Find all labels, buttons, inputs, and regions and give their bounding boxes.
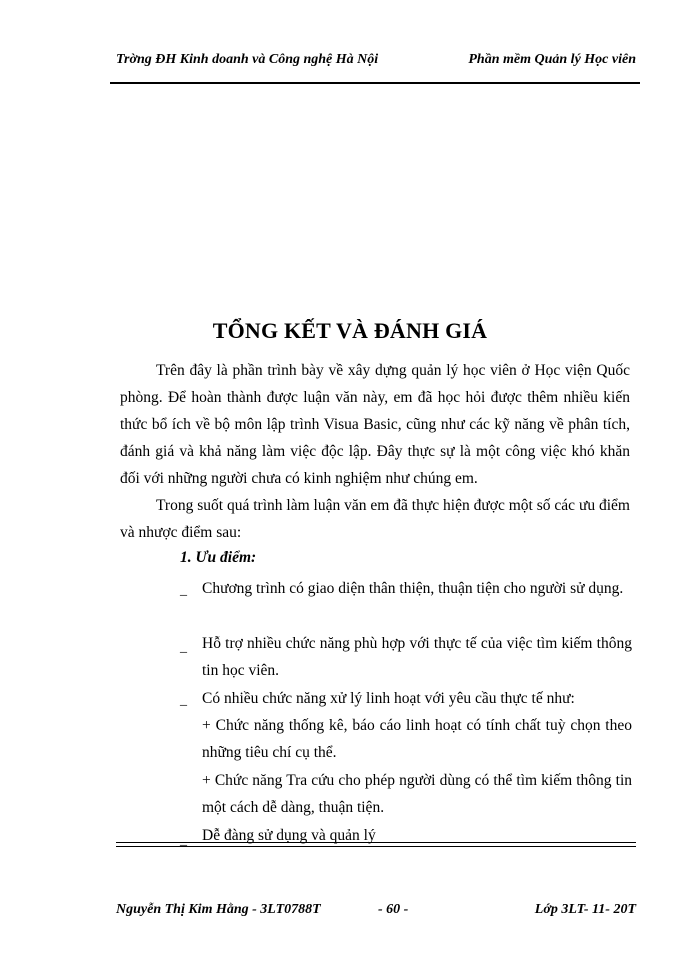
list-item: Chương trình có giao diện thân thiện, thuận tiện cho người sử dụng. (202, 580, 624, 597)
bullet-marker: _ (180, 833, 187, 848)
list-item: + Chức năng Tra cứu cho phép người dùng có thể tìm kiếm thông tin một cách dễ dàng, thuận tiện. (202, 772, 632, 816)
footer-rule (116, 846, 636, 847)
bullet-marker: _ (180, 640, 187, 655)
paragraph-summary: Trong suốt quá trình làm luận văn em đã thực hiện được một số các ưu điểm và nhược điểm sau: (120, 497, 630, 541)
section-heading-advantages: 1. Ưu điểm: (180, 549, 257, 566)
header-institution: Trờng ĐH Kinh doanh và Công nghệ Hà Nội (116, 52, 379, 67)
header-project: Phần mềm Quản lý Học viên (468, 52, 636, 67)
footer-author: Nguyễn Thị Kim Hằng - 3LT0788T (116, 902, 321, 917)
list-item: + Chức năng thống kê, báo cáo linh hoạt có tính chất tuỳ chọn theo những tiêu chí cụ thể. (202, 717, 632, 761)
page-header (116, 52, 636, 68)
header-rule (110, 82, 640, 84)
list-item: Có nhiều chức năng xử lý linh hoạt với yêu cầu thực tế như: (202, 690, 575, 707)
list-item: Dễ đàng sử dụng và quản lý (202, 827, 376, 844)
list-item: Hỗ trợ nhiều chức năng phù hợp với thực tế của việc tìm kiếm thông tin học viên. (202, 635, 632, 679)
footer-page-number: - 60 - (378, 902, 409, 917)
page-title: TỔNG KẾT VÀ ĐÁNH GIÁ (212, 318, 488, 343)
bullet-marker: _ (180, 693, 187, 708)
footer-class: Lớp 3LT- 11- 20T (534, 902, 636, 917)
footer-rule (116, 842, 636, 843)
bullet-marker: _ (180, 583, 187, 598)
paragraph-intro: Trên đây là phần trình bày về xây dựng quản lý học viên ở Học viện Quốc phòng. Để hoàn thành được luận văn này, em đã học hỏi được thêm nhiều kiến thức bổ ích về bộ môn lập trình Visua Basic, cũng như các kỹ năng về phân tích, đánh giá và khả năng làm việc độc lập. Đây thực sự là một công việc khó khăn đối với những người chưa có kinh nghiệm như chúng em. (120, 362, 630, 487)
